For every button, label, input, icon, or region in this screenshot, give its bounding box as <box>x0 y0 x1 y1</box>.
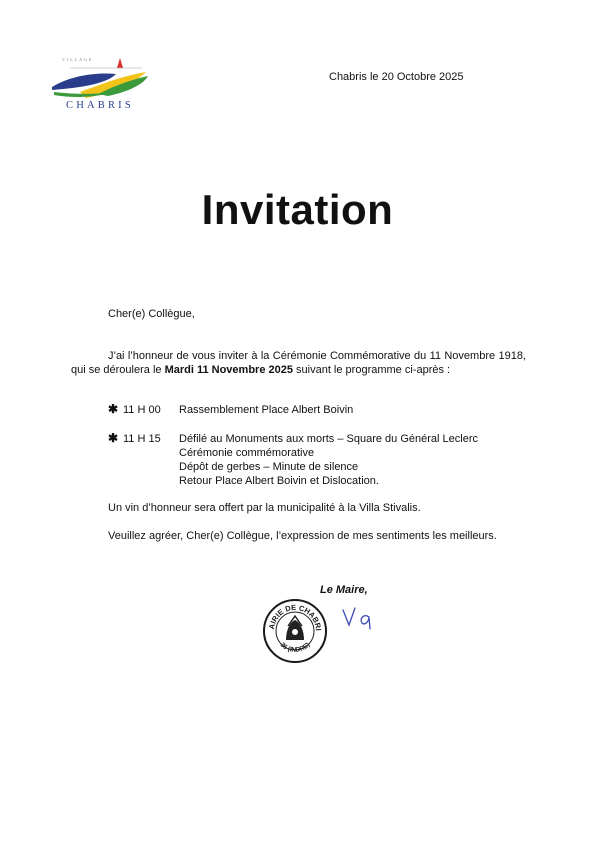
program-time: 11 H 00 <box>123 404 161 416</box>
signatory-title: Le Maire, <box>320 584 368 596</box>
program-line: Défilé au Monuments aux morts – Square du Général Leclerc <box>179 433 478 445</box>
page-title: Invitation <box>201 186 394 233</box>
stamp-top-text: AIRIE DE CHABRI <box>267 602 324 631</box>
date-line: Chabris le 20 Octobre 2025 <box>329 71 464 83</box>
logo-town-name: CHABRIS <box>66 100 134 111</box>
svg-text:36 (INDRE) <box>279 641 312 653</box>
program-description <box>179 432 539 488</box>
chabris-logo <box>50 54 150 116</box>
intro-paragraph <box>71 349 526 377</box>
program-line: Rassemblement Place Albert Boivin <box>179 404 354 416</box>
salutation: Cher(e) Collègue, <box>108 308 195 320</box>
mayor-signature <box>340 603 380 633</box>
event-date: Mardi 11 Novembre 2025 <box>164 364 293 376</box>
program-description <box>179 403 539 417</box>
wine-reception-line: Un vin d’honneur sera offert par la municipalité à la Villa Stivalis. <box>108 502 421 514</box>
intro-text-part2: suivant le programme ci-après : <box>292 364 451 376</box>
logo-tagline: VILLAGE <box>62 57 94 62</box>
asterisk-bullet-icon: ✱ <box>108 402 119 416</box>
program-line: Cérémonie commémorative <box>179 447 315 459</box>
program-line: Retour Place Albert Boivin et Dislocation. <box>179 475 379 487</box>
closing-paragraph: Veuillez agréer, Cher(e) Collègue, l’expression de mes sentiments les meilleurs. <box>108 530 497 542</box>
program-time: 11 H 15 <box>123 433 161 445</box>
intro-text-part1: J’ai l’honneur de vous inviter à la Cérémonie Commémorative du 11 Novembre 1918, qui se déroulera le <box>71 350 526 376</box>
asterisk-bullet-icon: ✱ <box>108 431 119 445</box>
mairie-stamp <box>262 598 328 664</box>
program-line: Dépôt de gerbes – Minute de silence <box>179 461 359 473</box>
stamp-bottom-text: 36 (INDRE) <box>278 641 312 654</box>
